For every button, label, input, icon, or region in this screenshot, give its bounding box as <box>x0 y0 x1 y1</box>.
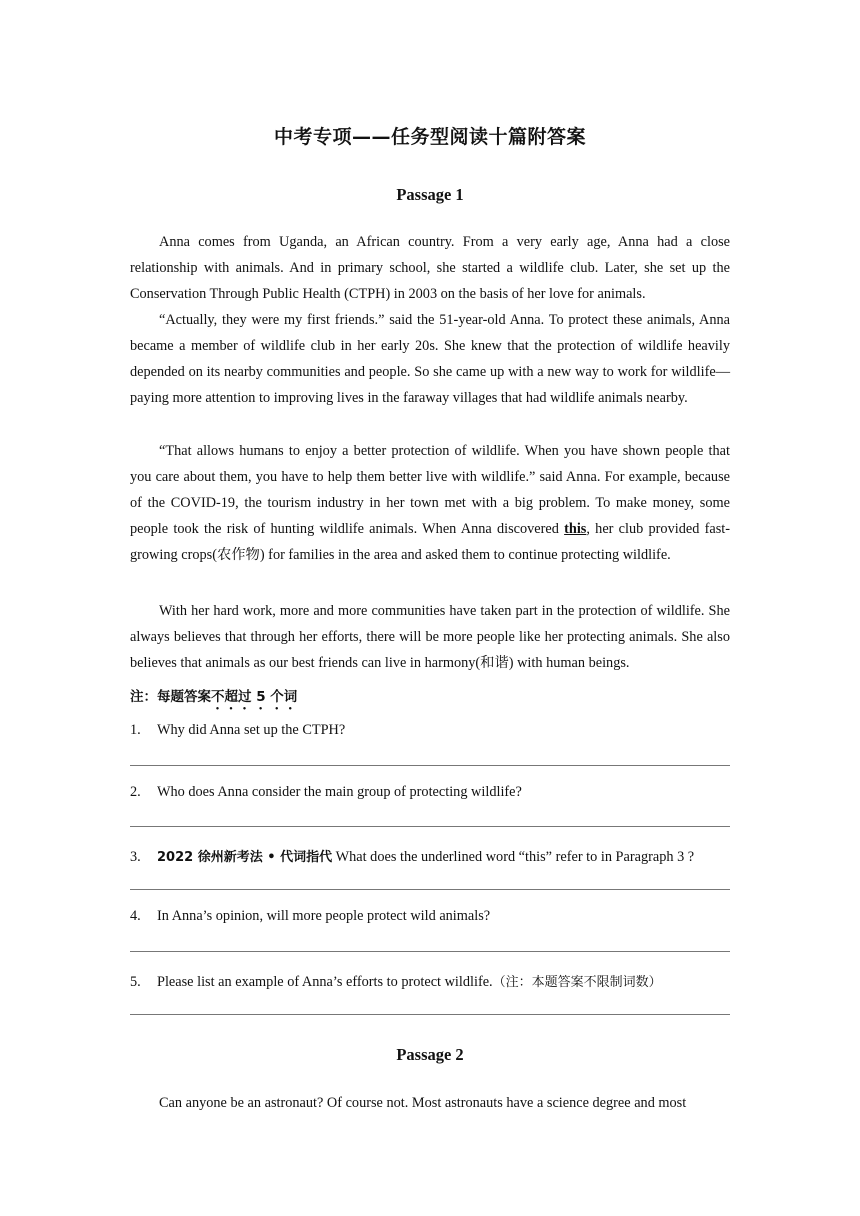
question-2 <box>130 784 730 801</box>
question-text: Who does Anna consider the main group of protecting wildlife? <box>157 784 522 800</box>
paragraph-3-text-after: , her club provided fast-growing crops(农作物) for families in the area and asked them to continue protecting wildlife. <box>130 521 730 563</box>
question-note: （注：本题答案不限制词数） <box>492 975 662 990</box>
question-number: 3. <box>130 849 141 865</box>
question-number: 2. <box>130 784 141 800</box>
question-3 <box>130 846 730 866</box>
passage-1-paragraph-3 <box>130 438 730 568</box>
answer-line-4[interactable] <box>130 951 730 952</box>
passage-2-paragraph-1: Can anyone be an astronaut? Of course not. Most astronauts have a science degree and most <box>159 1095 687 1111</box>
question-number: 5. <box>130 974 141 990</box>
passage-1-heading: Passage 1 <box>396 185 464 204</box>
answer-line-1[interactable] <box>130 765 730 766</box>
question-text: Please list an example of Anna’s efforts to protect wildlife. <box>157 974 493 990</box>
question-text: Why did Anna set up the CTPH? <box>157 722 346 738</box>
answer-line-3[interactable] <box>130 889 730 890</box>
note-emphasis: 不超过 5 个词 <box>211 689 298 705</box>
answer-line-2[interactable] <box>130 826 730 827</box>
question-number: 1. <box>130 722 141 738</box>
passage-2-heading: Passage 2 <box>396 1045 464 1064</box>
document-title: 中考专项——任务型阅读十篇附答案 <box>273 126 586 148</box>
passage-1-paragraph-2: “Actually, they were my first friends.” said the 51-year-old Anna. To protect these animals, Anna became a member of wildlife club in her early 20s. She knew that the protection of wildlife heavily depended on its nearby communities and people. So she came up with a new way to work for wildlife—paying more attention to improving lives in the faraway villages that had wildlife animals nearby. <box>130 312 730 406</box>
question-text: What does the underlined word “this” refer to in Paragraph 3 ? <box>332 849 695 865</box>
question-5 <box>130 971 730 991</box>
question-text: In Anna’s opinion, will more people protect wild animals? <box>157 908 491 924</box>
question-tag: 2022 徐州新考法 • 代词指代 <box>157 850 333 865</box>
passage-1-paragraph-4: With her hard work, more and more communities have taken part in the protection of wildlife. She always believes that through her efforts, there will be more people like her protecting animals. She also believes that animals as our best friends can live in harmony(和谐) with human beings. <box>130 603 730 671</box>
question-1 <box>130 722 730 739</box>
passage-1-paragraph-1: Anna comes from Uganda, an African country. From a very early age, Anna had a close relationship with animals. And in primary school, she started a wildlife club. Later, she set up the Conservation Through Public Health (CTPH) in 2003 on the basis of her love for animals. <box>130 234 730 302</box>
answer-note <box>130 685 297 713</box>
question-number: 4. <box>130 908 141 924</box>
note-prefix: 注：每题答案 <box>130 689 211 705</box>
paragraph-3-text-before: “That allows humans to enjoy a better protection of wildlife. When you have shown people that you care about them, you have to help them better live with wildlife.” said Anna. For example, because of the COVID-19, the tourism industry in her town met with a big problem. To make money, some people took the risk of hunting wildlife animals. When Anna discovered <box>130 443 730 537</box>
answer-line-5[interactable] <box>130 1014 730 1015</box>
question-4 <box>130 908 730 925</box>
underlined-word-this: this <box>564 521 587 537</box>
